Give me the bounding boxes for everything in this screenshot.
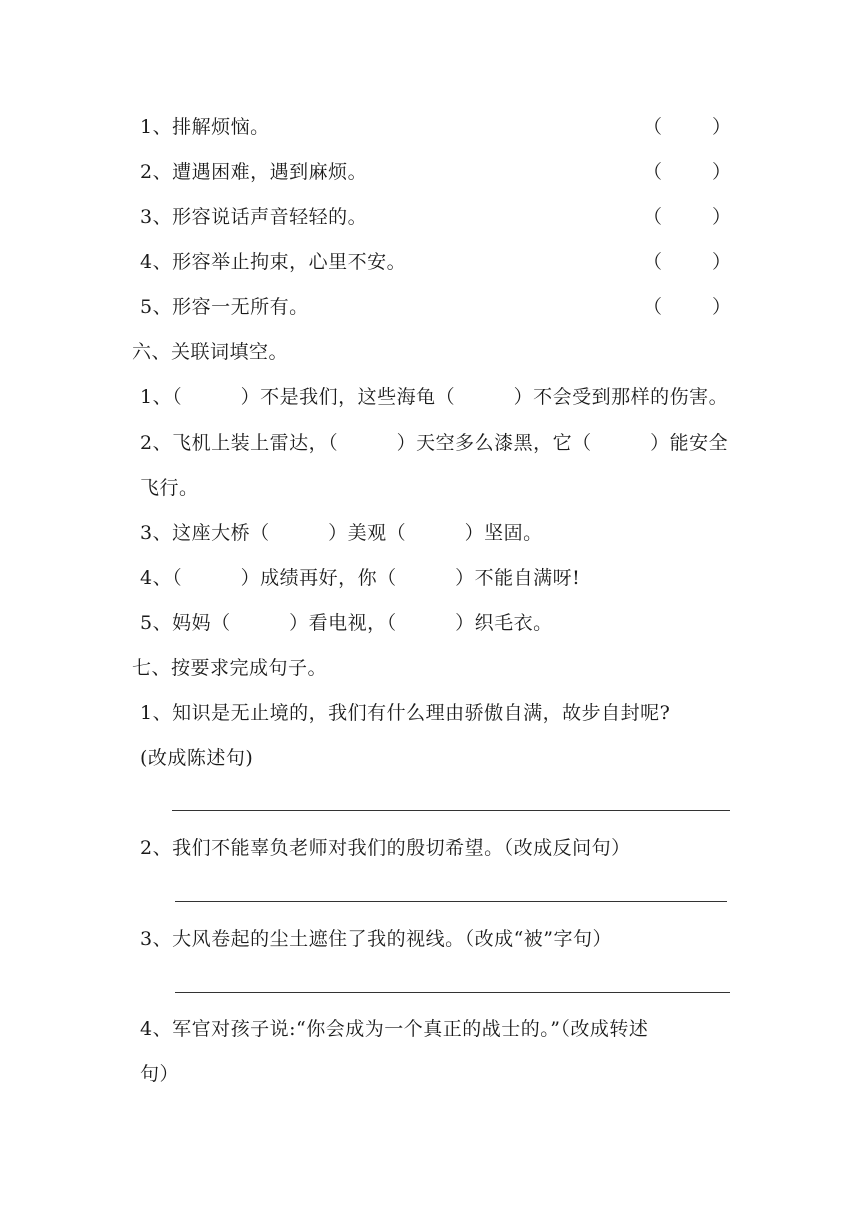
answer-paren-open-2: （	[643, 161, 663, 183]
conjunction-item-3: 3、这座大桥（ ）美观（ ）坚固。	[140, 522, 543, 544]
answer-paren-open-5: （	[643, 296, 663, 318]
answer-paren-close-5: ）	[712, 296, 732, 318]
definition-item-3: 3、形容说话声音轻轻的。	[140, 206, 368, 228]
answer-paren-open-4: （	[643, 251, 663, 273]
answer-line-2	[175, 901, 727, 902]
conjunction-item-5: 5、妈妈（ ）看电视，（ ）织毛衣。	[140, 612, 553, 634]
definition-item-4: 4、形容举止拘束，心里不安。	[140, 251, 407, 273]
conjunction-item-2-continued: 飞行。	[140, 477, 199, 499]
conjunction-item-4: 4、（ ）成绩再好，你（ ）不能自满呀!	[140, 567, 581, 589]
conjunction-item-1: 1、（ ）不是我们，这些海龟（ ）不会受到那样的伤害。	[140, 386, 729, 408]
definition-item-5: 5、形容一无所有。	[140, 296, 309, 318]
sentence-task-4: 4、军官对孩子说:“你会成为一个真正的战士的。”（改成转述	[140, 1018, 649, 1040]
sentence-task-1: 1、知识是无止境的，我们有什么理由骄傲自满，故步自封呢?	[140, 702, 671, 724]
definition-item-2: 2、遭遇困难，遇到麻烦。	[140, 161, 368, 183]
section-7-heading: 七、按要求完成句子。	[132, 657, 328, 679]
conjunction-item-2: 2、飞机上装上雷达，（ ）天空多么漆黑，它（ ）能安全	[140, 432, 729, 454]
definition-item-1: 1、排解烦恼。	[140, 116, 270, 138]
answer-paren-open-3: （	[643, 206, 663, 228]
answer-line-1	[172, 810, 730, 811]
sentence-task-1-instruction: (改成陈述句)	[140, 747, 254, 769]
answer-paren-close-3: ）	[712, 206, 732, 228]
sentence-task-3: 3、大风卷起的尘土遮住了我的视线。（改成“被”字句）	[140, 928, 613, 950]
sentence-task-2: 2、我们不能辜负老师对我们的殷切希望。（改成反问句）	[140, 837, 631, 859]
answer-paren-close-2: ）	[712, 161, 732, 183]
answer-paren-close-4: ）	[712, 251, 732, 273]
answer-paren-open-1: （	[643, 116, 663, 138]
answer-paren-close-1: ）	[712, 116, 732, 138]
answer-line-3	[175, 992, 730, 993]
sentence-task-4-continued: 句）	[140, 1063, 180, 1085]
section-6-heading: 六、关联词填空。	[132, 341, 289, 363]
